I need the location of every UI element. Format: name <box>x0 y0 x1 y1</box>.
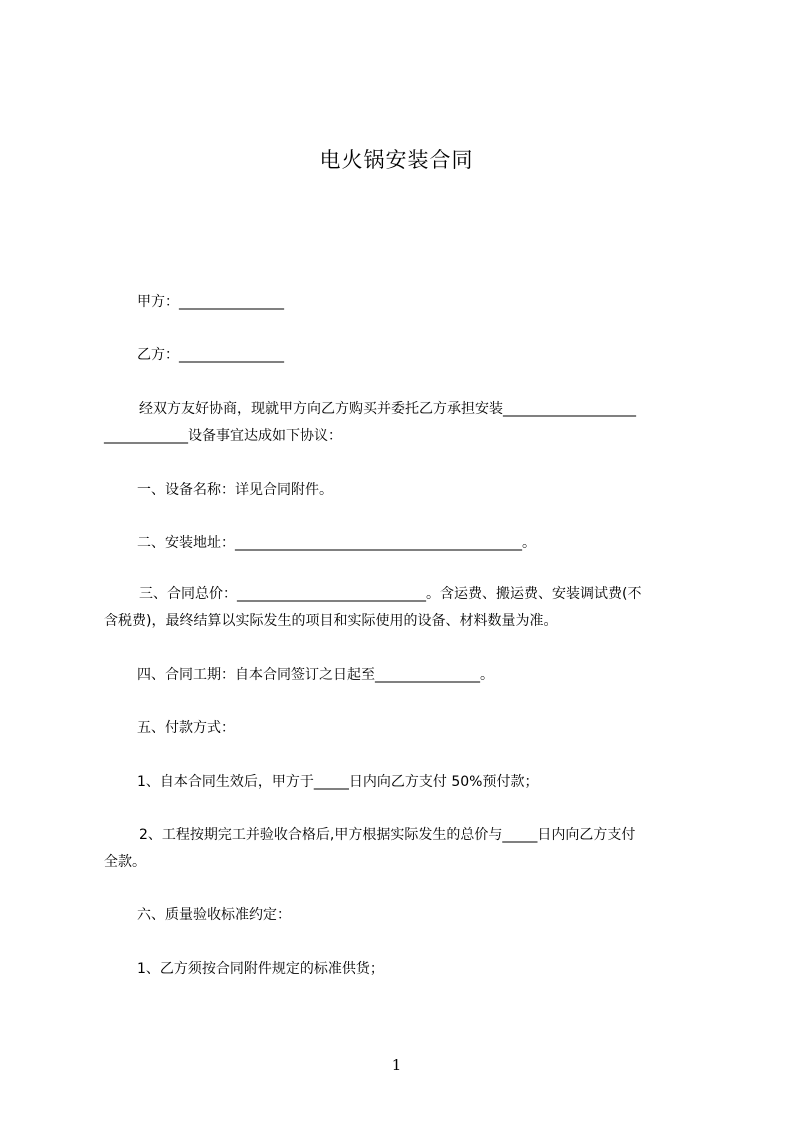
clause-5-item-2-line-1: 2、工程按期完工并验收合格后,甲方根据实际发生的总价与_____日内向乙方支付 <box>139 827 636 843</box>
clause-5-heading: 五、付款方式： <box>137 720 235 736</box>
party-b-line: 乙方：_______________ <box>137 347 284 363</box>
party-a-line: 甲方：_______________ <box>137 294 284 310</box>
clause-3-line-1: 三、合同总价：___________________________。含运费、搬运费、安装调试费(不 <box>139 586 642 602</box>
page-number: 1 <box>391 1056 402 1074</box>
document-title: 电火锅安装合同 <box>319 148 474 172</box>
intro-paragraph-line-2: ____________设备事宜达成如下协议： <box>104 428 342 444</box>
clause-2-install-address: 二、安装地址：_________________________________________。 <box>137 535 536 551</box>
clause-1-equipment-name: 一、设备名称：详见合同附件。 <box>137 482 333 498</box>
clause-5-item-2-line-2: 全款。 <box>104 854 146 870</box>
clause-3-line-2: 含税费)，最终结算以实际发生的项目和实际使用的设备、材料数量为准。 <box>104 613 558 629</box>
clause-6-heading: 六、质量验收标准约定： <box>137 907 291 923</box>
intro-paragraph-line-1: 经双方友好协商，现就甲方向乙方购买并委托乙方承担安装___________________ <box>139 401 636 417</box>
clause-4-duration: 四、合同工期：自本合同签订之日起至_______________。 <box>137 667 494 683</box>
clause-5-item-1: 1、自本合同生效后，甲方于_____日内向乙方支付 50%预付款； <box>137 774 539 790</box>
clause-6-item-1: 1、乙方须按合同附件规定的标准供货； <box>137 961 384 977</box>
